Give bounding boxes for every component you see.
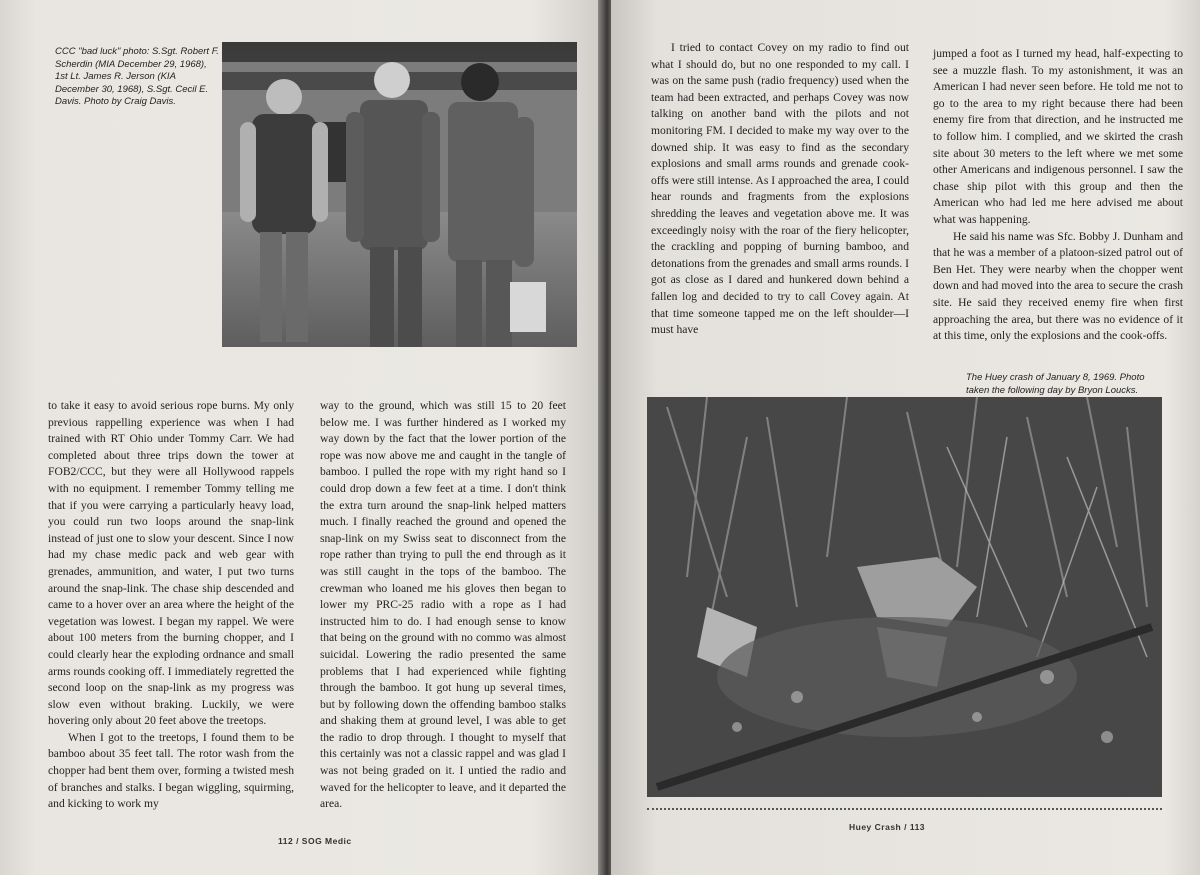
left-page-footer: 112 / SOG Medic [278, 836, 352, 846]
left-column-2 [320, 398, 566, 813]
paragraph: He said his name was Sfc. Bobby J. Dunham and that he was a member of a platoon-sized patrol out of Ben Het. They were nearby when the chopper went down and had moved into the area to secure the crash site. He said they received enemy fire when first approaching the area, but there was no evidence of it at this time, only the explosions and the cook-offs. [933, 229, 1183, 343]
right-column-1 [651, 40, 909, 339]
crash-photo [647, 397, 1162, 797]
photo-caption-crash: The Huey crash of January 8, 1969. Photo taken the following day by Bryon Loucks. [966, 372, 1145, 396]
paragraph: jumped a foot as I turned my head, half-expecting to see a muzzle flash. To my astonishment, it was an American I had never seen before. He told me not to go to the area to my right because there had been enemy fire from that direction, and he instructed me to follow him. I complied, and we skirted the crash site about 30 meters to the left where we met some other Americans and indigenous personnel. I saw the chase ship pilot with this group and then the American who had led me here advised me about what was happening. [933, 47, 1183, 226]
footer-rule [647, 808, 1162, 810]
paragraph: way to the ground, which was still 15 to 20 feet below me. I was further hindered as I worked my way down by the fact that the lower portion of the rope was now above me and caught in the tangle of bamboo. I pulled the rope with my right hand so I could drop down a few feet at a time. I don't think the extra turn around the snap-link helped matters much. I finally reached the ground and opened the snap-link on my Swiss seat to disconnect from the rope rather than trying to pull the end through as it was still caught in the tops of the bamboo. The crewman who loaned me his gloves then began to lower my PRC-25 radio with a rope as I had instructed him to do. I had enough sense to know that being on the ground with no commo was almost suicidal. Lowering the radio presented the same problems that I had experienced while fighting through the bamboo. It got hung up several times, but by following down the offending bamboo stalks and shaking them at ground level, I was able to get the radio to drop through. I thought to myself that this certainly was not a classic rappel and was glad I was not being graded on it. I untied the radio and waved for the helicopter to leave, and it departed the area. [320, 399, 566, 811]
right-column-2 [933, 46, 1183, 345]
soldiers-photo [222, 42, 577, 347]
paragraph: to take it easy to avoid serious rope burns. My only previous rappelling experience was when I had trained with RT Ohio under Tommy Carr. We had completed about three trips down the tower at FOB2/CCC, but they were all Hollywood rappels with no equipment. I remember Tommy telling me that if you were carrying a particularly heavy load, you could run two loops around the snap-link instead of just one to slow your descent. Since I now had my chase medic pack and web gear with grenades, ammunition, and water, I put two turns around the snap-link. The chase ship descended and came to a hover over an area where the height of the vegetation was lowest. I began my rappel. We were about 100 meters from the burning chopper, and I could clearly hear the exploding ordnance and small arms rounds cooking off. I immediately regretted the second loop on the snap-link as my progress was slow even without braking. Luckily, we were hovering only about 20 feet above the treetops. [48, 399, 294, 728]
right-page-footer: Huey Crash / 113 [849, 822, 926, 832]
right-page [611, 0, 1200, 875]
paragraph: I tried to contact Covey on my radio to find out what I should do, but no one responded to my call. I was on the same push (radio frequency) used when the team had been extracted, and perhaps Covey was now talking on another band with the pilots and not monitoring FM. I decided to make my way over to the downed ship. It was easy to find as the secondary explosions and small arms rounds and grenade cook-offs were still intense. As I approached the area, I could hear rounds and fragments from the explosions shredding the leaves and vegetation above me. It was exceedingly noisy with the roar of the fiery helicopter, the crackling and popping of burning bamboo, and detonations from the grenades and small arms rounds. I got as close as I dared and hunkered down behind a fallen log and decided to try to call Covey again. At that time someone tapped me on the left shoulder—I must have [651, 41, 909, 337]
left-column-1 [48, 398, 294, 813]
photo-caption-top: CCC "bad luck" photo: S.Sgt. Robert F. Scherdin (MIA December 29, 1968), 1st Lt. James R. Jerson (KIA December 30, 1968), S.Sgt. Cecil E. Davis. Photo by Craig Davis. [55, 46, 219, 107]
paragraph: When I got to the treetops, I found them to be bamboo about 35 feet tall. The rotor wash from the chopper had bent them over, forming a twisted mesh of branches and stalks. I began wiggling, squirming, and kicking to work my [48, 730, 294, 811]
